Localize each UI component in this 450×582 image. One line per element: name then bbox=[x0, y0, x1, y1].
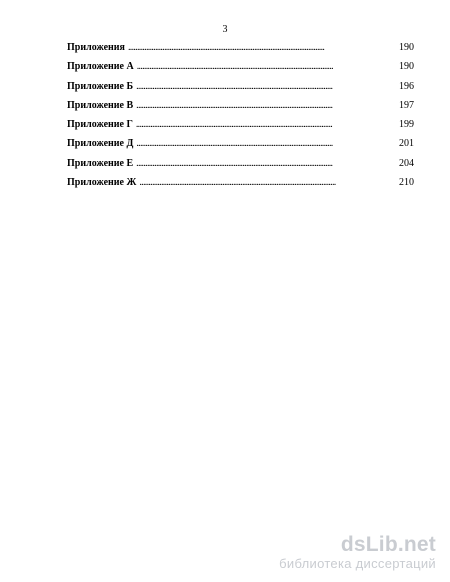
toc-entry-page: 190 bbox=[399, 61, 414, 73]
toc-entry-appendix-e bbox=[67, 158, 414, 177]
toc-leader-dots bbox=[139, 177, 388, 188]
toc-entry-page: 204 bbox=[399, 157, 414, 169]
toc-entry-appendix-g bbox=[67, 119, 414, 138]
toc-entry-appendices bbox=[67, 42, 414, 61]
toc-entry-appendix-v bbox=[67, 100, 414, 119]
toc-entry-page: 190 bbox=[399, 42, 414, 53]
toc-entry-label: Приложение В bbox=[67, 99, 134, 111]
toc-leader-dots bbox=[137, 61, 388, 72]
toc-entry-label: Приложение Б bbox=[67, 80, 134, 92]
toc-leader-dots bbox=[136, 158, 388, 169]
toc-entry-label: Приложение Д bbox=[67, 138, 134, 150]
watermark bbox=[279, 534, 436, 572]
toc-entry-label: Приложение Ж bbox=[67, 177, 137, 189]
page-number: 3 bbox=[222, 24, 228, 35]
toc-entry-appendix-b bbox=[67, 81, 414, 100]
toc-leader-dots bbox=[136, 119, 388, 130]
toc-leader-dots bbox=[136, 81, 388, 92]
toc-entry-page: 201 bbox=[399, 138, 414, 150]
toc-entry-page: 199 bbox=[399, 119, 414, 131]
toc-entry-page: 196 bbox=[399, 80, 414, 92]
table-of-contents bbox=[67, 42, 414, 196]
toc-entry-appendix-d bbox=[67, 138, 414, 157]
toc-entry-page: 210 bbox=[399, 177, 414, 189]
watermark-subtitle: библиотека диссертаций bbox=[279, 556, 436, 571]
watermark-logo: dsLib.net bbox=[340, 533, 436, 556]
toc-leader-dots bbox=[128, 42, 388, 53]
toc-entry-appendix-zh bbox=[67, 177, 414, 196]
toc-leader-dots bbox=[136, 100, 388, 111]
toc-entry-label: Приложение Г bbox=[67, 119, 133, 131]
toc-entry-appendix-a bbox=[67, 61, 414, 80]
toc-entry-label: Приложение А bbox=[67, 61, 134, 73]
toc-entry-label: Приложения bbox=[67, 42, 125, 53]
toc-leader-dots bbox=[136, 138, 388, 149]
toc-entry-page: 197 bbox=[399, 99, 414, 111]
toc-entry-label: Приложение Е bbox=[67, 157, 134, 169]
